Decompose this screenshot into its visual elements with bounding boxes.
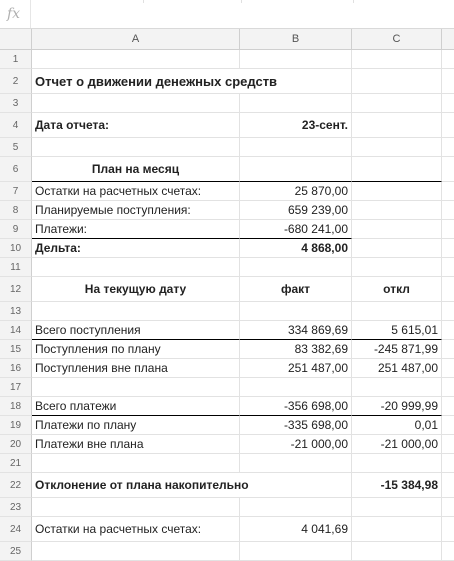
cell[interactable] (240, 454, 352, 473)
table-row (0, 542, 454, 561)
table-row (0, 517, 454, 542)
cell[interactable] (352, 454, 442, 473)
cell[interactable]: 5 615,01 (352, 321, 442, 340)
table-row (0, 416, 454, 435)
table-row (0, 182, 454, 201)
cell[interactable] (32, 138, 240, 157)
cell[interactable] (352, 201, 442, 220)
cell[interactable] (32, 498, 240, 517)
table-row (0, 454, 454, 473)
cell[interactable] (442, 277, 454, 302)
cell[interactable] (240, 157, 352, 182)
table-row (0, 435, 454, 454)
grid-rows (0, 50, 454, 561)
cell[interactable] (442, 359, 454, 378)
column-header-a[interactable]: A (32, 29, 240, 50)
cell[interactable] (442, 69, 454, 94)
row-header[interactable]: 23 (0, 498, 32, 517)
table-row (0, 94, 454, 113)
report-date-label[interactable]: Дата отчета: (32, 113, 240, 138)
cell[interactable]: 0,01 (352, 416, 442, 435)
cell[interactable]: -680 241,00 (240, 220, 352, 239)
row-header[interactable]: 19 (0, 416, 32, 435)
cumulative-deviation-value[interactable]: -15 384,98 (352, 473, 442, 498)
cell[interactable]: 251 487,00 (240, 359, 352, 378)
row-header[interactable]: 9 (0, 220, 32, 239)
cell[interactable]: Поступления вне плана (32, 359, 240, 378)
table-row (0, 473, 454, 498)
formula-divider (353, 0, 354, 3)
cell[interactable] (442, 258, 454, 277)
cell[interactable] (352, 157, 442, 182)
cell[interactable] (442, 113, 454, 138)
cell[interactable] (442, 498, 454, 517)
cell[interactable] (442, 182, 454, 201)
cell[interactable] (352, 69, 442, 94)
cell[interactable] (442, 378, 454, 397)
row-header[interactable]: 4 (0, 113, 32, 138)
cell[interactable] (352, 302, 442, 321)
delta-value[interactable]: 4 868,00 (240, 239, 352, 258)
cell[interactable] (442, 454, 454, 473)
cell[interactable] (240, 258, 352, 277)
table-row (0, 302, 454, 321)
cell[interactable] (240, 542, 352, 561)
row-header[interactable]: 3 (0, 94, 32, 113)
formula-bar (0, 0, 454, 29)
cell[interactable] (352, 517, 442, 542)
cell[interactable] (442, 435, 454, 454)
cell[interactable]: Платежи: (32, 220, 240, 239)
cell[interactable] (442, 542, 454, 561)
cell[interactable]: Всего платежи (32, 397, 240, 416)
row-header[interactable]: 11 (0, 258, 32, 277)
row-header[interactable]: 17 (0, 378, 32, 397)
row-header[interactable]: 22 (0, 473, 32, 498)
table-row (0, 138, 454, 157)
cell[interactable] (442, 517, 454, 542)
cell[interactable]: Всего поступления (32, 321, 240, 340)
table-row (0, 50, 454, 69)
cell[interactable] (32, 378, 240, 397)
cell[interactable]: 4 041,69 (240, 517, 352, 542)
cell[interactable]: 334 869,69 (240, 321, 352, 340)
cell[interactable] (352, 239, 442, 258)
delta-label[interactable]: Дельта: (32, 239, 240, 258)
cell[interactable] (32, 454, 240, 473)
fx-icon: fx (7, 6, 21, 22)
row-header[interactable]: 2 (0, 69, 32, 94)
row-header[interactable]: 13 (0, 302, 32, 321)
row-header[interactable]: 7 (0, 182, 32, 201)
cell[interactable]: Поступления по плану (32, 340, 240, 359)
cell[interactable] (32, 50, 240, 69)
table-row (0, 359, 454, 378)
cell[interactable] (442, 201, 454, 220)
cell[interactable]: -335 698,00 (240, 416, 352, 435)
row-header[interactable]: 24 (0, 517, 32, 542)
row-header[interactable]: 12 (0, 277, 32, 302)
report-date-value[interactable]: 23-сент. (240, 113, 352, 138)
cell[interactable]: -21 000,00 (240, 435, 352, 454)
cell[interactable] (352, 50, 442, 69)
report-title[interactable]: Отчет о движении денежных средств (32, 69, 240, 94)
cell[interactable]: Остатки на расчетных счетах: (32, 517, 240, 542)
cell[interactable] (240, 473, 352, 498)
cell[interactable] (442, 239, 454, 258)
cell[interactable] (442, 340, 454, 359)
row-header[interactable]: 6 (0, 157, 32, 182)
row-header[interactable]: 14 (0, 321, 32, 340)
cell[interactable] (240, 378, 352, 397)
cell[interactable]: -21 000,00 (352, 435, 442, 454)
cell[interactable] (442, 302, 454, 321)
cell[interactable] (442, 473, 454, 498)
row-header[interactable]: 25 (0, 542, 32, 561)
cell[interactable] (352, 182, 442, 201)
table-row (0, 277, 454, 302)
cell[interactable] (352, 542, 442, 561)
cell[interactable] (240, 94, 352, 113)
cell[interactable]: Остатки на расчетных счетах: (32, 182, 240, 201)
cell[interactable]: Платежи по плану (32, 416, 240, 435)
cell[interactable] (32, 258, 240, 277)
cell[interactable]: Платежи вне плана (32, 435, 240, 454)
table-row (0, 239, 454, 258)
row-header[interactable]: 10 (0, 239, 32, 258)
table-row (0, 220, 454, 239)
cell[interactable] (240, 302, 352, 321)
cell[interactable] (352, 258, 442, 277)
table-row (0, 321, 454, 340)
cell[interactable]: 659 239,00 (240, 201, 352, 220)
cell[interactable]: -356 698,00 (240, 397, 352, 416)
table-row (0, 258, 454, 277)
cell[interactable] (352, 220, 442, 239)
section-header-current[interactable]: На текущую дату (32, 277, 240, 302)
table-row (0, 397, 454, 416)
table-row (0, 498, 454, 517)
cell[interactable] (32, 302, 240, 321)
column-header-d[interactable] (442, 29, 454, 50)
cell[interactable]: -245 871,99 (352, 340, 442, 359)
column-label-deviation[interactable]: откл (352, 277, 442, 302)
cell[interactable] (442, 397, 454, 416)
row-header[interactable]: 20 (0, 435, 32, 454)
cell[interactable]: Планируемые поступления: (32, 201, 240, 220)
table-row (0, 201, 454, 220)
cell[interactable] (240, 138, 352, 157)
section-header-plan[interactable]: План на месяц (32, 157, 240, 182)
table-row (0, 157, 454, 182)
row-header[interactable]: 8 (0, 201, 32, 220)
column-label-fact[interactable]: факт (240, 277, 352, 302)
cell[interactable] (352, 498, 442, 517)
cell[interactable] (352, 94, 442, 113)
table-row (0, 378, 454, 397)
cell[interactable] (352, 138, 442, 157)
cell[interactable] (442, 94, 454, 113)
cell[interactable] (240, 69, 352, 94)
row-header[interactable]: 18 (0, 397, 32, 416)
cell[interactable] (352, 378, 442, 397)
cell[interactable] (442, 416, 454, 435)
cell[interactable] (240, 50, 352, 69)
cell[interactable] (240, 498, 352, 517)
cell[interactable] (442, 138, 454, 157)
column-header-b[interactable]: B (240, 29, 352, 50)
cell[interactable] (442, 321, 454, 340)
cell[interactable] (442, 50, 454, 69)
row-header[interactable]: 1 (0, 50, 32, 69)
row-header[interactable]: 21 (0, 454, 32, 473)
select-all-corner[interactable] (0, 29, 32, 50)
cell[interactable] (32, 94, 240, 113)
cell[interactable] (32, 542, 240, 561)
cell[interactable]: -20 999,99 (352, 397, 442, 416)
column-header-c[interactable]: C (352, 29, 442, 50)
table-row (0, 340, 454, 359)
cell[interactable] (442, 157, 454, 182)
cell[interactable]: 83 382,69 (240, 340, 352, 359)
cell[interactable] (352, 113, 442, 138)
formula-input[interactable] (30, 0, 454, 28)
cell[interactable] (442, 220, 454, 239)
table-row (0, 113, 454, 138)
cell[interactable]: 25 870,00 (240, 182, 352, 201)
row-header[interactable]: 16 (0, 359, 32, 378)
cell[interactable]: 251 487,00 (352, 359, 442, 378)
row-header[interactable]: 15 (0, 340, 32, 359)
row-header[interactable]: 5 (0, 138, 32, 157)
cumulative-deviation-label[interactable]: Отклонение от плана накопительно (32, 473, 240, 498)
formula-divider (143, 0, 144, 3)
formula-divider (241, 0, 242, 3)
table-row (0, 69, 454, 94)
